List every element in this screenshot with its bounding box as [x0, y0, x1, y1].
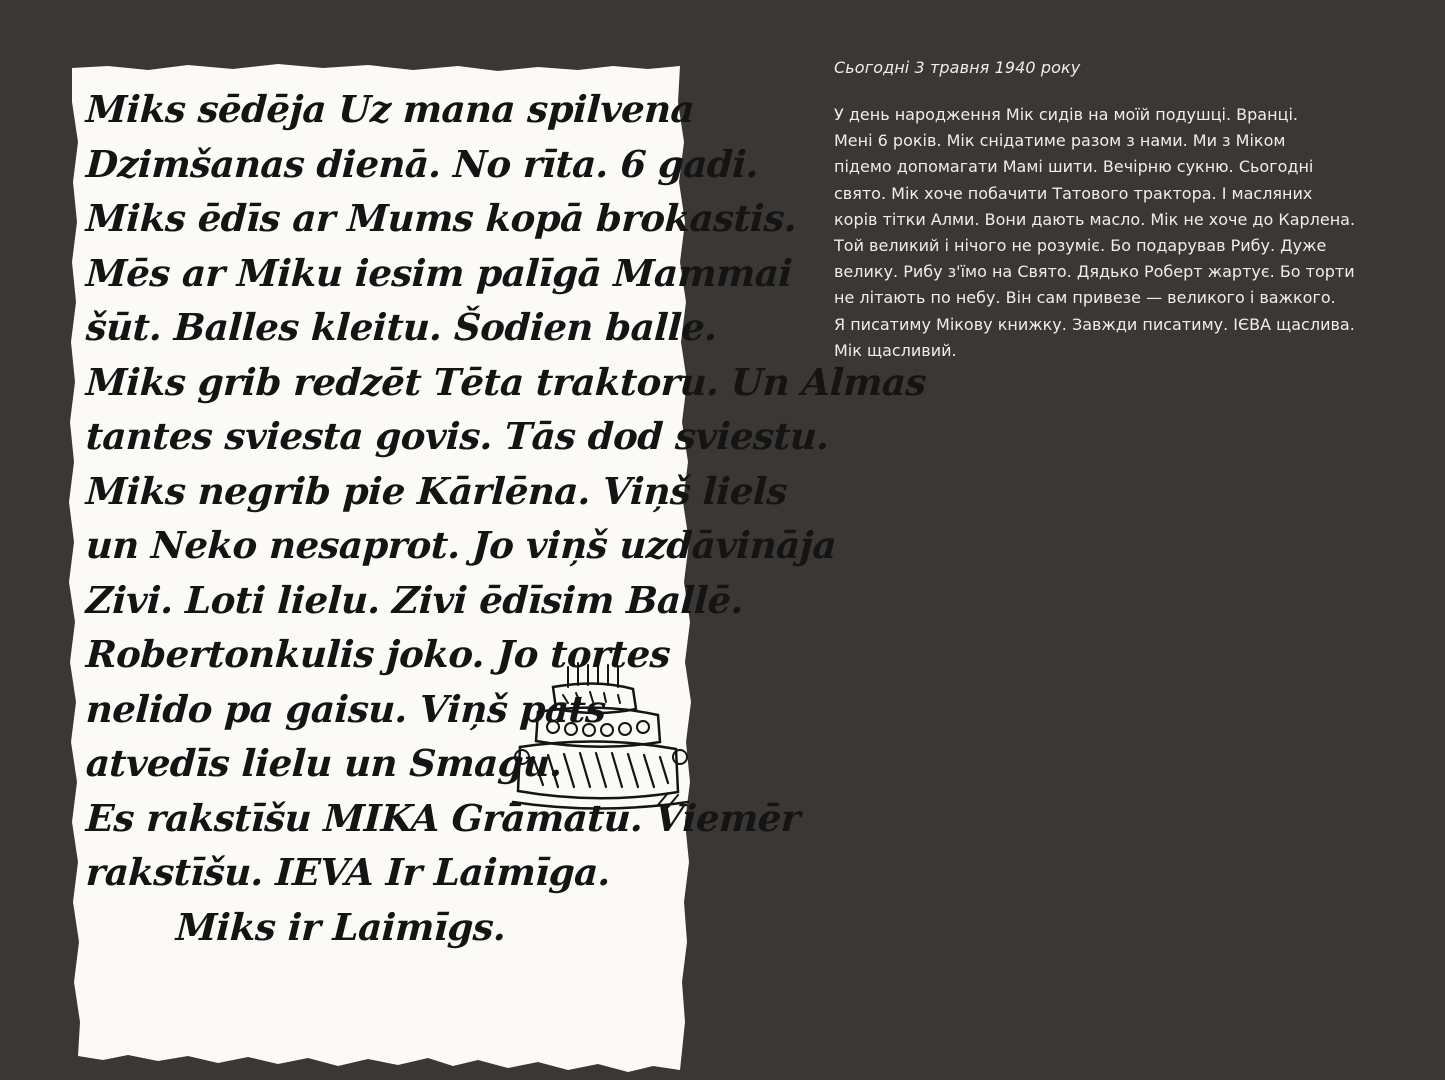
handwritten-line: Miks ēdīs ar Mums kopā brokastis.	[84, 196, 798, 240]
translation-line: Мені 6 років. Мік снідатиме разом з нами. Ми з Міком	[834, 131, 1286, 151]
translation-panel	[834, 56, 1394, 364]
date-heading: Сьогодні 3 травня 1940 року	[834, 58, 1081, 77]
translation-text	[834, 102, 1394, 364]
translation-line: не літають по небу. Він сам привезе — великого і важкого.	[834, 288, 1336, 308]
handwritten-line: atvedīs lielu un Smagu.	[84, 741, 564, 785]
cake-decorations	[547, 721, 649, 736]
handwritten-line: Es rakstīšu MIKA Grāmatu. Viemēr	[84, 795, 802, 840]
handwritten-line: Miks ir Laimīgs.	[174, 904, 507, 949]
translation-line: велику. Рибу з'їмо на Свято. Дядько Роберт жартує. Бо торти	[834, 262, 1355, 282]
handwritten-line: nelido pa gaisu. Viņš pats	[84, 686, 607, 731]
handwritten-line: Miks sēdēja Uz mana spilvena	[84, 87, 696, 131]
handwritten-line: Zivi. Loti lielu. Zivi ēdīsim Ballē.	[84, 577, 745, 622]
handwritten-line: tantes sviesta govis. Tās dod sviestu.	[84, 414, 831, 458]
handwritten-line: Dzimšanas dienā. No rīta. 6 gadi.	[84, 141, 760, 186]
translation-line: Я писатиму Мікову книжку. Завжди писатиму. ІЄВА щаслива.	[834, 314, 1355, 334]
translation-line: У день народження Мік сидів на моїй подушці. Вранці.	[834, 105, 1298, 124]
translation-line: свято. Мік хоче побачити Татового трактора. І масляних	[834, 183, 1313, 203]
handwritten-line: un Neko nesaprot. Jo viņš uzdāvināja	[84, 523, 838, 567]
handwritten-line: Mēs ar Miku iesim palīgā Mammai	[84, 250, 794, 295]
translation-line: підемо допомагати Мамі шити. Вечірню сукню. Сьогодні	[834, 157, 1314, 177]
cake-drawing	[508, 657, 693, 817]
handwritten-line: Miks grib redzēt Tēta traktoru. Un Almas	[84, 359, 928, 404]
handwritten-line: šūt. Balles kleitu. Šodien balle.	[84, 305, 718, 349]
translation-line: корів тітки Алми. Вони дають масло. Мік не хоче до Карлена.	[834, 209, 1356, 229]
translation-line: Той великий і нічого не розуміє. Бо подарував Рибу. Дуже	[834, 236, 1327, 256]
translation-line: Мік щасливий.	[834, 340, 957, 360]
handwritten-line: rakstīšu. IEVA Ir Laimīga.	[84, 850, 612, 894]
handwritten-line: Robertonkulis joko. Jo tortes	[84, 632, 672, 676]
handwritten-line: Miks negrib pie Kārlēna. Viņš liels	[84, 468, 789, 513]
